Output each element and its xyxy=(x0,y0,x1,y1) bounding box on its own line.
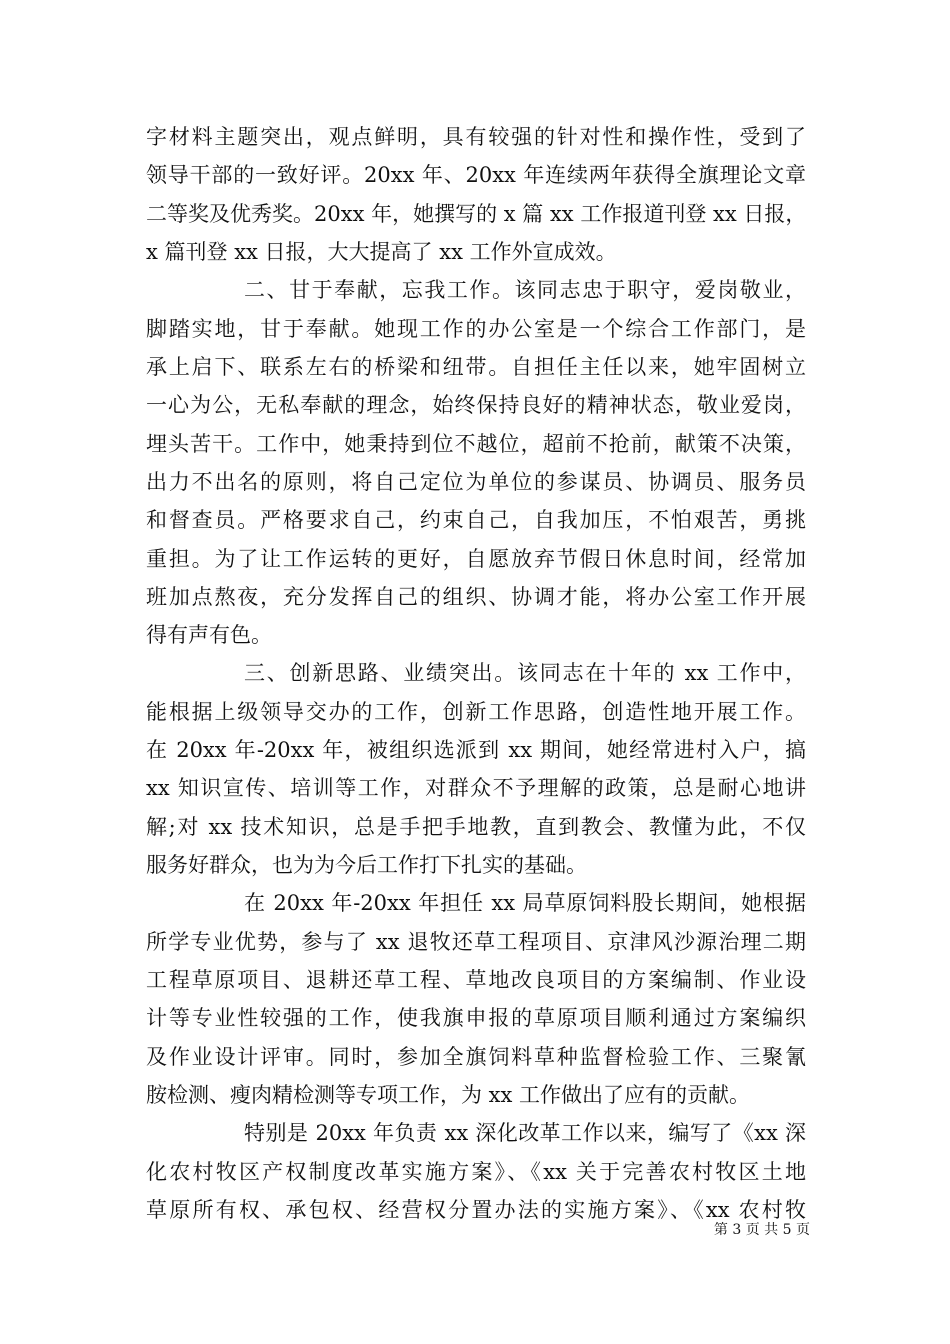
text-line: 及作业设计评审。同时，参加全旗饲料草种监督检验工作、三聚氰 xyxy=(146,1045,806,1069)
text-line: 得有声有色。 xyxy=(146,623,272,647)
text-line: 在 20xx 年-20xx 年，被组织选派到 xx 期间，她经常进村入户，搞 xyxy=(146,738,806,762)
page-number-footer: 第 3 页 共 5 页 xyxy=(713,1222,810,1238)
text-line: 领导干部的一致好评。20xx 年、20xx 年连续两年获得全旗理论文章 xyxy=(146,163,806,187)
text-line: 服务好群众，也为为今后工作打下扎实的基础。 xyxy=(146,853,587,877)
text-line: 一心为公，无私奉献的理念，始终保持良好的精神状态，敬业爱岗， xyxy=(146,393,806,417)
text-line: 脚踏实地，甘于奉献。她现工作的办公室是一个综合工作部门，是 xyxy=(146,317,806,341)
text-line: xx 知识宣传、培训等工作，对群众不予理解的政策，总是耐心地讲 xyxy=(146,776,806,800)
paragraph-first-line: 在 20xx 年-20xx 年担任 xx 局草原饲料股长期间，她根据 xyxy=(244,891,806,915)
text-line: 化农村牧区产权制度改革实施方案》、《xx 关于完善农村牧区土地 xyxy=(146,1160,806,1184)
text-line: 能根据上级领导交办的工作，创新工作思路，创造性地开展工作。 xyxy=(146,700,806,724)
paragraph-heading-line: 三、创新思路、业绩突出。该同志在十年的 xx 工作中， xyxy=(244,661,806,685)
text-line: 字材料主题突出，观点鲜明，具有较强的针对性和操作性，受到了 xyxy=(146,125,806,149)
paragraph-first-line: 特别是 20xx 年负责 xx 深化改革工作以来，编写了《xx 深 xyxy=(244,1121,806,1145)
text-line: 班加点熬夜，充分发挥自己的组织、协调才能，将办公室工作开展 xyxy=(146,585,806,609)
text-line: 计等专业性较强的工作，使我旗申报的草原项目顺利通过方案编织 xyxy=(146,1006,806,1030)
text-line: x 篇刊登 xx 日报，大大提高了 xx 工作外宣成效。 xyxy=(146,240,617,264)
text-line: 出力不出名的原则，将自己定位为单位的参谋员、协调员、服务员 xyxy=(146,470,806,494)
text-line: 解;对 xx 技术知识，总是手把手地教，直到教会、教懂为此，不仅 xyxy=(146,815,806,839)
text-line: 胺检测、瘦肉精检测等专项工作，为 xx 工作做出了应有的贡献。 xyxy=(146,1083,751,1107)
text-line: 埋头苦干。工作中，她秉持到位不越位，超前不抢前，献策不决策， xyxy=(146,432,806,456)
text-line: 二等奖及优秀奖。20xx 年，她撰写的 x 篇 xx 工作报道刊登 xx 日报， xyxy=(146,202,806,226)
paragraph-heading-line: 二、甘于奉献，忘我工作。该同志忠于职守，爱岗敬业， xyxy=(244,278,806,302)
text-line: 承上启下、联系左右的桥梁和纽带。自担任主任以来，她牢固树立 xyxy=(146,355,806,379)
text-line: 工程草原项目、退耕还草工程、草地改良项目的方案编制、作业设 xyxy=(146,968,806,992)
text-line: 草原所有权、承包权、经营权分置办法的实施方案》、《xx 农村牧 xyxy=(146,1198,806,1222)
text-line: 和督查员。严格要求自己，约束自己，自我加压，不怕艰苦，勇挑 xyxy=(146,508,806,532)
text-line: 重担。为了让工作运转的更好，自愿放弃节假日休息时间，经常加 xyxy=(146,547,806,571)
text-line: 所学专业优势，参与了 xx 退牧还草工程项目、京津风沙源治理二期 xyxy=(146,930,806,954)
